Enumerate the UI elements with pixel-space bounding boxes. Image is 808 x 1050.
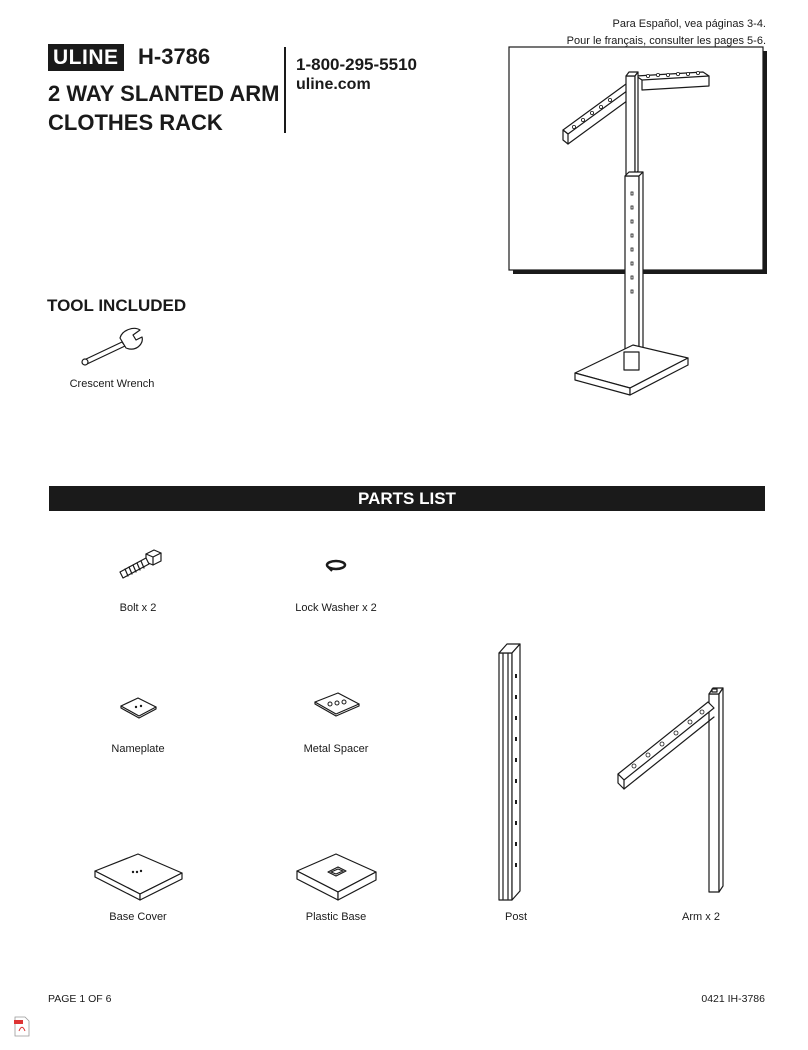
french-note: Pour le français, consulter les pages 5-6. (566, 35, 766, 47)
tool-label-crescent-wrench: Crescent Wrench (69, 378, 155, 390)
part-label-bolt: Bolt x 2 (119, 602, 157, 614)
parts-list-header: PARTS LIST (49, 486, 765, 511)
part-label-base-cover: Base Cover (109, 911, 167, 923)
part-label-arm: Arm x 2 (682, 911, 720, 923)
nameplate-icon (118, 694, 160, 722)
phone-number: 1-800-295-5510 (296, 55, 417, 74)
website-link[interactable]: uline.com (296, 76, 371, 93)
plastic-base-icon (294, 850, 380, 902)
lock-washer-icon (324, 558, 350, 574)
bolt-icon (116, 548, 164, 580)
arm-icon (614, 682, 726, 898)
part-label-lock-washer: Lock Washer x 2 (295, 602, 377, 614)
tools-heading: TOOL INCLUDED (47, 296, 187, 315)
base-cover-icon (92, 850, 186, 902)
part-label-nameplate: Nameplate (111, 743, 165, 755)
title-line-2: CLOTHES RACK (48, 110, 223, 135)
uline-logo: ULINE (48, 44, 124, 71)
part-label-plastic-base: Plastic Base (305, 911, 367, 923)
page-number: PAGE 1 OF 6 (48, 993, 112, 1005)
part-label-metal-spacer: Metal Spacer (303, 743, 369, 755)
crescent-wrench-icon (78, 322, 148, 370)
spanish-note: Para Español, vea páginas 3-4. (612, 18, 766, 30)
doc-code: 0421 IH-3786 (701, 993, 765, 1005)
title-line-1: 2 WAY SLANTED ARM (48, 81, 280, 106)
post-icon (494, 640, 534, 906)
metal-spacer-icon (312, 690, 362, 722)
part-label-post: Post (504, 911, 527, 923)
pdf-file-icon (13, 1016, 31, 1038)
model-number: H-3786 (138, 44, 211, 69)
